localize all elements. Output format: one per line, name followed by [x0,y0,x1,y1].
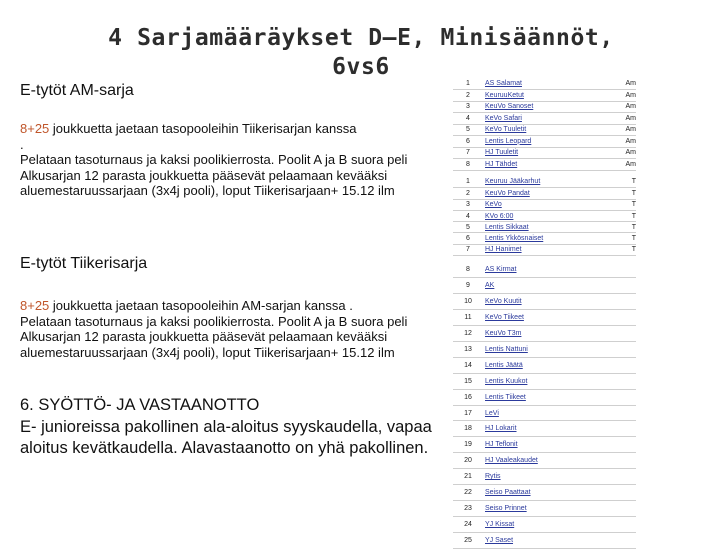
series-code [618,357,636,373]
row-number: 23 [453,500,483,516]
table-row [453,389,636,405]
am-line-2: . [20,136,24,152]
tiikeri-line-4: Alkusarjan 12 parasta joukkuetta pääsevät pelaamaan kevääksi aluemestaruussarjaan (3x4j pooli), loput Tiikerisarjaan+ 15.12 ilm [20,329,395,360]
team-name-link[interactable]: KeuVo Pandat [483,188,618,199]
table-row [453,326,636,342]
section-heading-syotto: 6. SYÖTTÖ- JA VASTAANOTTO [20,396,260,414]
team-name-link[interactable]: LeVi [483,405,618,421]
series-code: T [618,244,636,255]
team-name-link[interactable]: KVo 6:00 [483,210,618,221]
table-row [453,188,636,199]
table-row [453,357,636,373]
series-code: T [618,199,636,210]
table-row [453,222,636,233]
section-body-am [20,121,430,199]
table-row [453,147,636,159]
table-row [453,453,636,469]
team-name-link[interactable]: AS Kirmat [483,262,618,278]
team-name-link[interactable]: KeuVo Sanoset [483,101,618,113]
tiikeri-line-1 [20,298,430,314]
series-code: T [618,210,636,221]
series-code [618,262,636,278]
row-number: 17 [453,405,483,421]
team-name-link[interactable]: YJ Kissat [483,516,618,532]
series-code [618,437,636,453]
series-code [618,278,636,294]
table-row [453,199,636,210]
team-name-link[interactable]: Lentis Leopard [483,136,618,148]
team-name-link[interactable]: AK [483,278,618,294]
team-name-link[interactable]: Lentis Nattuni [483,342,618,358]
team-name-link[interactable]: Keuruu Jääkarhut [483,177,618,188]
team-name-link[interactable]: Seiso Prinnet [483,500,618,516]
series-code [618,532,636,548]
series-code [618,373,636,389]
table-row [453,177,636,188]
team-name-link[interactable]: Seiso Paattaat [483,485,618,501]
series-code: T [618,233,636,244]
section-body-syotto: E- junioreissa pakollinen ala-aloitus syyskaudella, vapaa aloitus kevätkaudella. Alavastaanotto on yhä pakollinen. [20,417,432,457]
team-name-link[interactable]: HJ Tähdet [483,159,618,171]
team-name-link[interactable]: HJ Teflonit [483,437,618,453]
series-code: T [618,222,636,233]
row-number: 11 [453,310,483,326]
series-code: Am [618,147,636,159]
series-code [618,310,636,326]
table-row [453,310,636,326]
table-row [453,485,636,501]
series-code [618,421,636,437]
section-syotto [20,395,445,460]
team-name-link[interactable]: Lentis Jäätä [483,357,618,373]
team-name-link[interactable]: HJ Lokarit [483,421,618,437]
row-number: 6 [453,136,483,148]
row-number: 5 [453,124,483,136]
table-row [453,373,636,389]
section-heading-tiikeri: E-tytöt Tiikerisarja [20,255,148,272]
series-code: Am [618,136,636,148]
series-code: Am [618,159,636,171]
team-name-link[interactable]: KeuruuKetut [483,90,618,102]
table-row [453,101,636,113]
series-code [618,405,636,421]
team-count-number: 8+25 [20,298,50,313]
series-code [618,485,636,501]
row-number: 5 [453,222,483,233]
row-number: 25 [453,532,483,548]
table-row [453,469,636,485]
row-number: 4 [453,210,483,221]
team-name-link[interactable]: Rytis [483,469,618,485]
row-number: 7 [453,147,483,159]
series-code: Am [618,101,636,113]
team-name-link[interactable]: Lentis Tiikeet [483,389,618,405]
table-row [453,124,636,136]
table-row [453,421,636,437]
table-row [453,90,636,102]
table-row [453,437,636,453]
table-row [453,233,636,244]
tiikeri-line-3: Pelataan tasoturnaus ja kaksi poolikierrosta. Poolit A ja B suora peli [20,313,408,329]
team-name-link[interactable]: KeVo Kuutit [483,294,618,310]
series-code: Am [618,124,636,136]
series-code [618,294,636,310]
series-code [618,326,636,342]
team-name-link[interactable]: Lentis Sikkaat [483,222,618,233]
team-name-link[interactable]: Lentis Ykkösnaiset [483,233,618,244]
series-code: Am [618,113,636,125]
series-code [618,389,636,405]
team-name-link[interactable]: AS Salamat [483,78,618,90]
row-number: 6 [453,233,483,244]
table-row [453,210,636,221]
row-number: 14 [453,357,483,373]
table-row [453,159,636,171]
row-number: 24 [453,516,483,532]
row-number: 1 [453,78,483,90]
row-number: 16 [453,389,483,405]
team-name-link[interactable]: KeuVo T3m [483,326,618,342]
row-number: 12 [453,326,483,342]
row-number: 9 [453,278,483,294]
series-code [618,342,636,358]
am-line-1-text: joukkuetta jaetaan tasopooleihin Tiikerisarjan kanssa [49,121,357,136]
slide-title: 4 Sarjamääräykset D–E, Minisäännöt, 6vs6 [108,25,614,80]
row-number: 15 [453,373,483,389]
am-line-4: Alkusarjan 12 parasta joukkuetta pääsevät pelaamaan kevääksi aluemestaruussarjaan (3x4j pooli), loput Tiikerisarjaan+ 15.12 ilm [20,167,395,198]
am-line-1 [20,121,430,137]
team-name-link[interactable]: KeVo [483,199,618,210]
section-body-tiikeri [20,298,430,360]
table-row [453,405,636,421]
row-number: 21 [453,469,483,485]
series-code: Am [618,90,636,102]
row-number: 10 [453,294,483,310]
series-code [618,453,636,469]
team-name-link[interactable]: HJ Tuuletit [483,147,618,159]
series-code [618,469,636,485]
series-code [618,500,636,516]
row-number: 8 [453,262,483,278]
team-name-link[interactable]: HJ Hanimet [483,244,618,255]
team-name-link[interactable]: YJ Saset [483,532,618,548]
team-name-link[interactable]: Lentis Kuukot [483,373,618,389]
row-number: 3 [453,101,483,113]
row-number: 20 [453,453,483,469]
series-code: T [618,177,636,188]
table-row [453,342,636,358]
team-name-link[interactable]: KeVo Tiikeet [483,310,618,326]
series-code: Am [618,78,636,90]
row-number: 13 [453,342,483,358]
table-row [453,516,636,532]
series-code [618,516,636,532]
team-name-link[interactable]: KeVo Safari [483,113,618,125]
table-row [453,244,636,255]
table-row [453,532,636,548]
table-row [453,500,636,516]
team-name-link[interactable]: HJ Vaaleakaudet [483,453,618,469]
row-number: 8 [453,159,483,171]
team-name-link[interactable]: KeVo Tuuletit [483,124,618,136]
table-row [453,113,636,125]
row-number: 7 [453,244,483,255]
team-count-number: 8+25 [20,121,50,136]
row-number: 1 [453,177,483,188]
table-row [453,294,636,310]
row-number: 19 [453,437,483,453]
row-number: 22 [453,485,483,501]
tiikeri-line-1-text: joukkuetta jaetaan tasopooleihin AM-sarjan kanssa . [49,298,353,313]
table-row [453,278,636,294]
row-number: 2 [453,188,483,199]
row-number: 3 [453,199,483,210]
team-table [453,78,636,549]
section-heading-am: E-tytöt AM-sarja [20,82,134,99]
row-number: 4 [453,113,483,125]
table-row [453,262,636,278]
series-code: T [618,188,636,199]
row-number: 18 [453,421,483,437]
table-row [453,78,636,90]
row-number: 2 [453,90,483,102]
table-row [453,136,636,148]
am-line-3: Pelataan tasoturnaus ja kaksi poolikierrosta. Poolit A ja B suora peli [20,152,408,167]
